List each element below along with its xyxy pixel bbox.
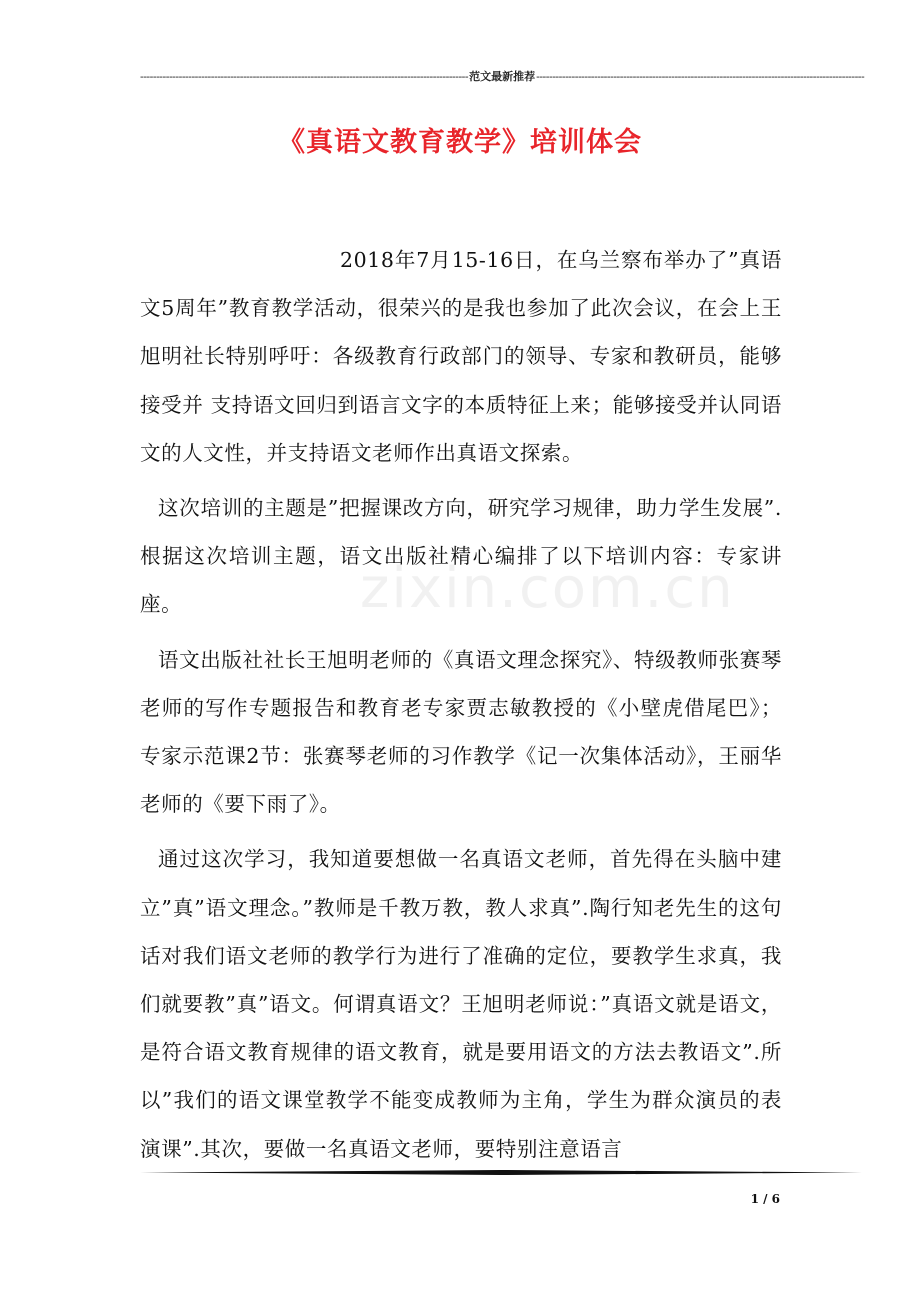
header-label: 范文最新推荐 bbox=[469, 70, 536, 83]
paragraph-1: 2018年7月15-16日，在乌兰察布举办了”真语文5周年”教育教学活动，很荣兴的是我也参加了此次会议，在会上王旭明社长特别呼吁：各级教育行政部门的领导、专家和教研员，能够接受并 支持语文回归到语言文字的本质特征上来；能够接受并认同语文的人文性，并支持语文老师作出真语文探索。 bbox=[140, 248, 782, 465]
header-left-dashes: ------------------------------------------------------------------------------------------------------ bbox=[140, 69, 469, 83]
page-header bbox=[140, 66, 865, 86]
paragraph-3: 语文出版社社长王旭明老师的《真语文理念探究》、特级教师张赛琴老师的写作专题报告和教育老专家贾志敏教授的《小壁虎借尾巴》；专家示范课2节：张赛琴老师的习作教学《记一次集体活动》，王丽华老师的《要下雨了》。 bbox=[140, 647, 782, 817]
document-body bbox=[140, 236, 782, 1173]
page-number: 1 / 6 bbox=[750, 1192, 780, 1206]
footer-rule bbox=[140, 1170, 862, 1175]
paragraph-2: 这次培训的主题是”把握课改方向，研究学习规律，助力学生发展”.根据这次培训主题，语文出版社精心编排了以下培训内容：专家讲座。 bbox=[140, 496, 782, 617]
watermark: zixin.com.cn bbox=[360, 556, 735, 621]
paragraph-4: 通过这次学习，我知道要想做一名真语文老师，首先得在头脑中建立”真”语文理念。”教师是千教万教，教人求真”.陶行知老先生的这句话对我们语文老师的教学行为进行了准确的定位，要教学生求真，我们就要教”真”语文。何谓真语文？王旭明老师说：”真语文就是语文，是符合语文教育规律的语文教育，就是要用语文的方法去教语文”.所以”我们的语文课堂教学不能变成教师为主角，学生为群众演员的表演课”.其次，要做一名真语文老师，要特别注意语言 bbox=[140, 847, 782, 1161]
header-right-dashes: ------------------------------------------------------------------------------------------------------ bbox=[536, 69, 865, 83]
document-title: 《真语文教育教学》培训体会 bbox=[278, 127, 642, 158]
